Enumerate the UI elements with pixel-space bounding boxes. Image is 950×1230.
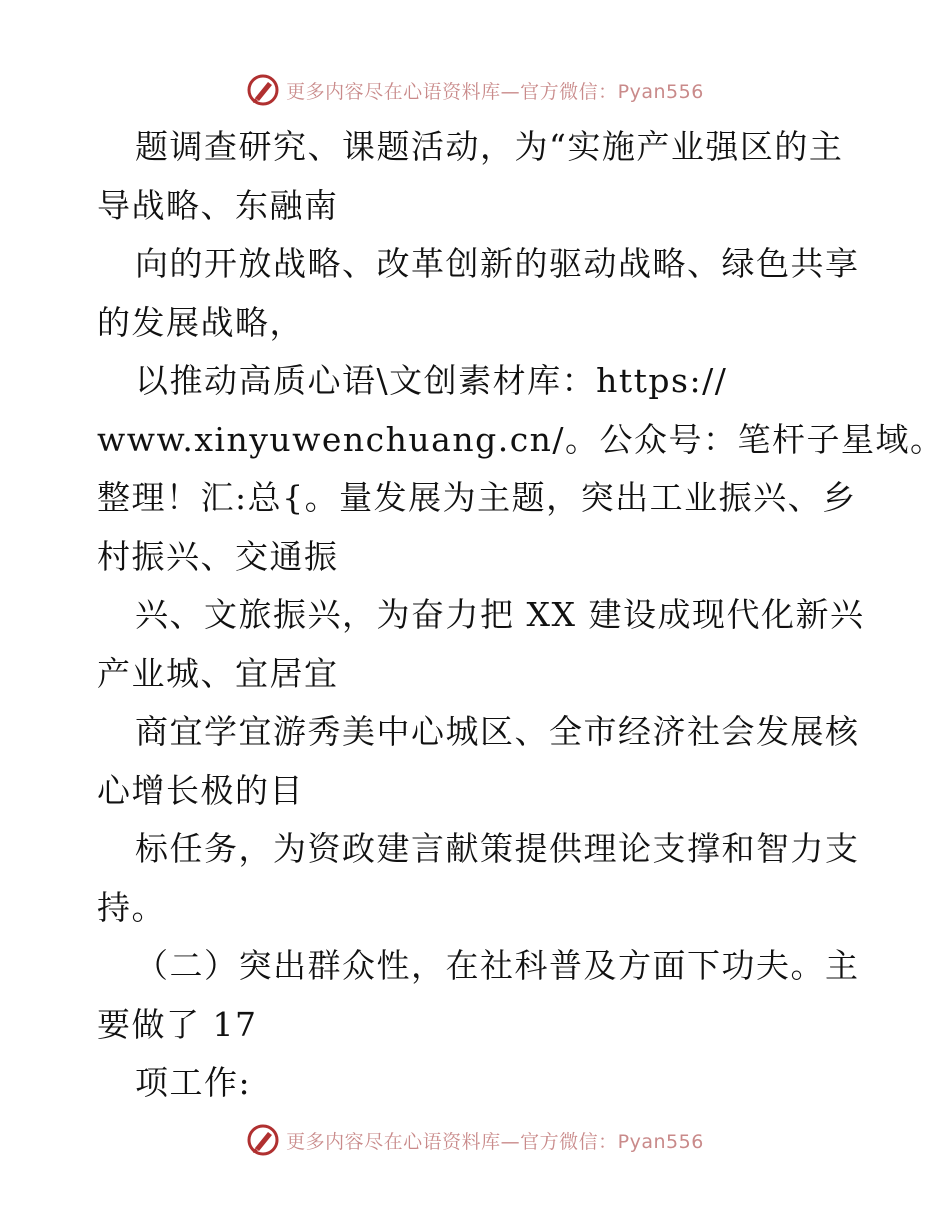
text-line: 题调查研究、课题活动，为“实施产业强区的主 [135, 127, 844, 166]
text-line: 心增长极的目 [97, 770, 304, 810]
footer-watermark [0, 1120, 950, 1160]
header-watermark [0, 70, 950, 110]
text-line: 兴、文旅振兴，为奋力把 XX 建设成现代化新兴 [135, 595, 865, 634]
text-line: 向的开放战略、改革创新的驱动战略、绿色共享 [135, 244, 860, 283]
pen-circle-logo-icon [246, 1123, 280, 1157]
watermark-text: 更多内容尽在心语资料库—官方微信：Pyan556 [286, 80, 704, 103]
text-line: 产业城、宜居宜 [97, 653, 339, 693]
text-line: 项工作: [135, 1063, 252, 1102]
text-line: 导战略、东融南 [97, 185, 339, 225]
text-line: 的发展战略， [97, 302, 304, 342]
pen-circle-logo-icon [246, 73, 280, 107]
text-line: 整理！汇:总{。量发展为主题，突出工业振兴、乡 [97, 478, 857, 517]
text-line: 商宜学宜游秀美中心城区、全市经济社会发展核 [135, 712, 860, 751]
text-line: 要做了 17 [97, 1004, 258, 1044]
text-line: www.xinyuwenchuang.cn/。公众号：笔杆子星域。 [97, 419, 945, 459]
text-line: 村振兴、交通振 [97, 536, 339, 576]
text-line: 以推动高质心语\文创素材库：https:// [135, 361, 728, 400]
watermark-text: 更多内容尽在心语资料库—官方微信：Pyan556 [286, 1130, 704, 1153]
text-line: 持。 [97, 887, 166, 927]
text-line: （二）突出群众性，在社科普及方面下功夫。主 [135, 946, 860, 985]
document-body [97, 118, 945, 1113]
text-line: 标任务，为资政建言献策提供理论支撑和智力支 [135, 829, 860, 868]
